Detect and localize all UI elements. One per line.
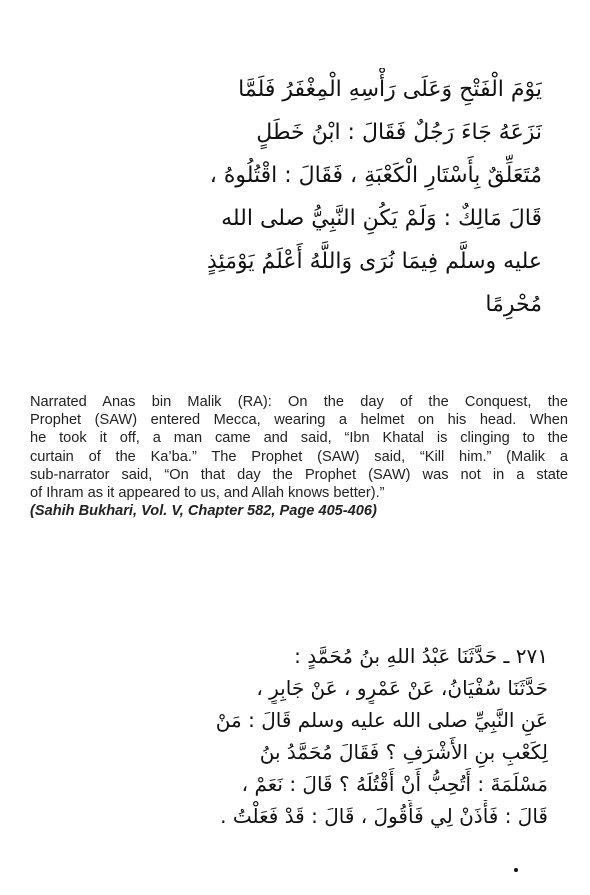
arabic-line: لِكَعْبِ بنِ الأَشْرَفِ ؟ فَقَالَ مُحَمَّدُ بنُ (259, 740, 548, 764)
translation-line: sub-narrator said, “On that day the Prophet (SAW) was not in a state (30, 466, 568, 483)
arabic-line: قَالَ مَالِكٌ : وَلَمْ يَكُنِ النَّبِيُّ صلى الله (221, 206, 542, 231)
scan-speck (514, 868, 518, 872)
citation: (Sahih Bukhari, Vol. V, Chapter 582, Page 405-406) (30, 503, 377, 520)
arabic-line: مُتَعَلِّقٌ بِأَسْتَارِ الْكَعْبَةِ ، فَقَالَ : اقْتُلُوهُ ، (209, 163, 542, 188)
arabic-passage-top (72, 68, 542, 326)
arabic-line: نَزَعَهُ جَاءَ رَجُلٌ فَقَالَ : ابْنُ خَطَلٍ (256, 120, 542, 145)
arabic-line: حَدَّثَنَا سُفْيَانُ، عَنْ عَمْرٍو ، عَنْ جَابِرٍ ، (256, 676, 548, 700)
arabic-line: عليه وسلَّم فِيمَا نُرَى وَاللَّهُ أَعْلَمُ يَوْمَئِذٍ (207, 249, 542, 274)
arabic-line: عَنِ النَّبِيِّ صلى الله عليه وسلم قَالَ : مَنْ (215, 708, 548, 732)
english-translation (30, 393, 568, 520)
arabic-line: مُحْرِمًا (485, 292, 542, 317)
translation-line: Narrated Anas bin Malik (RA): On the day of the Conquest, the (30, 394, 568, 410)
translation-line: curtain of the Ka’ba.” The Prophet (SAW) said, “Kill him.” (Malik a (30, 448, 568, 465)
arabic-passage-bottom (74, 640, 548, 832)
translation-line: Prophet (SAW) entered Mecca, wearing a helmet on his head. When (30, 412, 568, 429)
translation-line: he took it off, a man came and said, “Ibn Khatal is clinging to the (30, 430, 568, 447)
arabic-line: يَوْمَ الْفَتْحِ وَعَلَى رَأْسِهِ الْمِغْفَرُ فَلَمَّا (238, 77, 542, 102)
arabic-line: مَسْلَمَةَ : أَتُحِبُّ أَنْ أَقْتُلَهُ ؟ قَالَ : نَعَمْ ، (241, 772, 548, 796)
arabic-line: ٢٧١ ـ حَدَّثَنَا عَبْدُ اللهِ بنُ مُحَمَّدٍ : (294, 644, 548, 668)
arabic-line: قَالَ : فَأْذَنْ لِي فَأَقُولَ ، قَالَ : قَدْ فَعَلْتُ . (220, 804, 548, 828)
translation-line: of Ihram as it appeared to us, and Allah knows better).” (30, 485, 385, 502)
